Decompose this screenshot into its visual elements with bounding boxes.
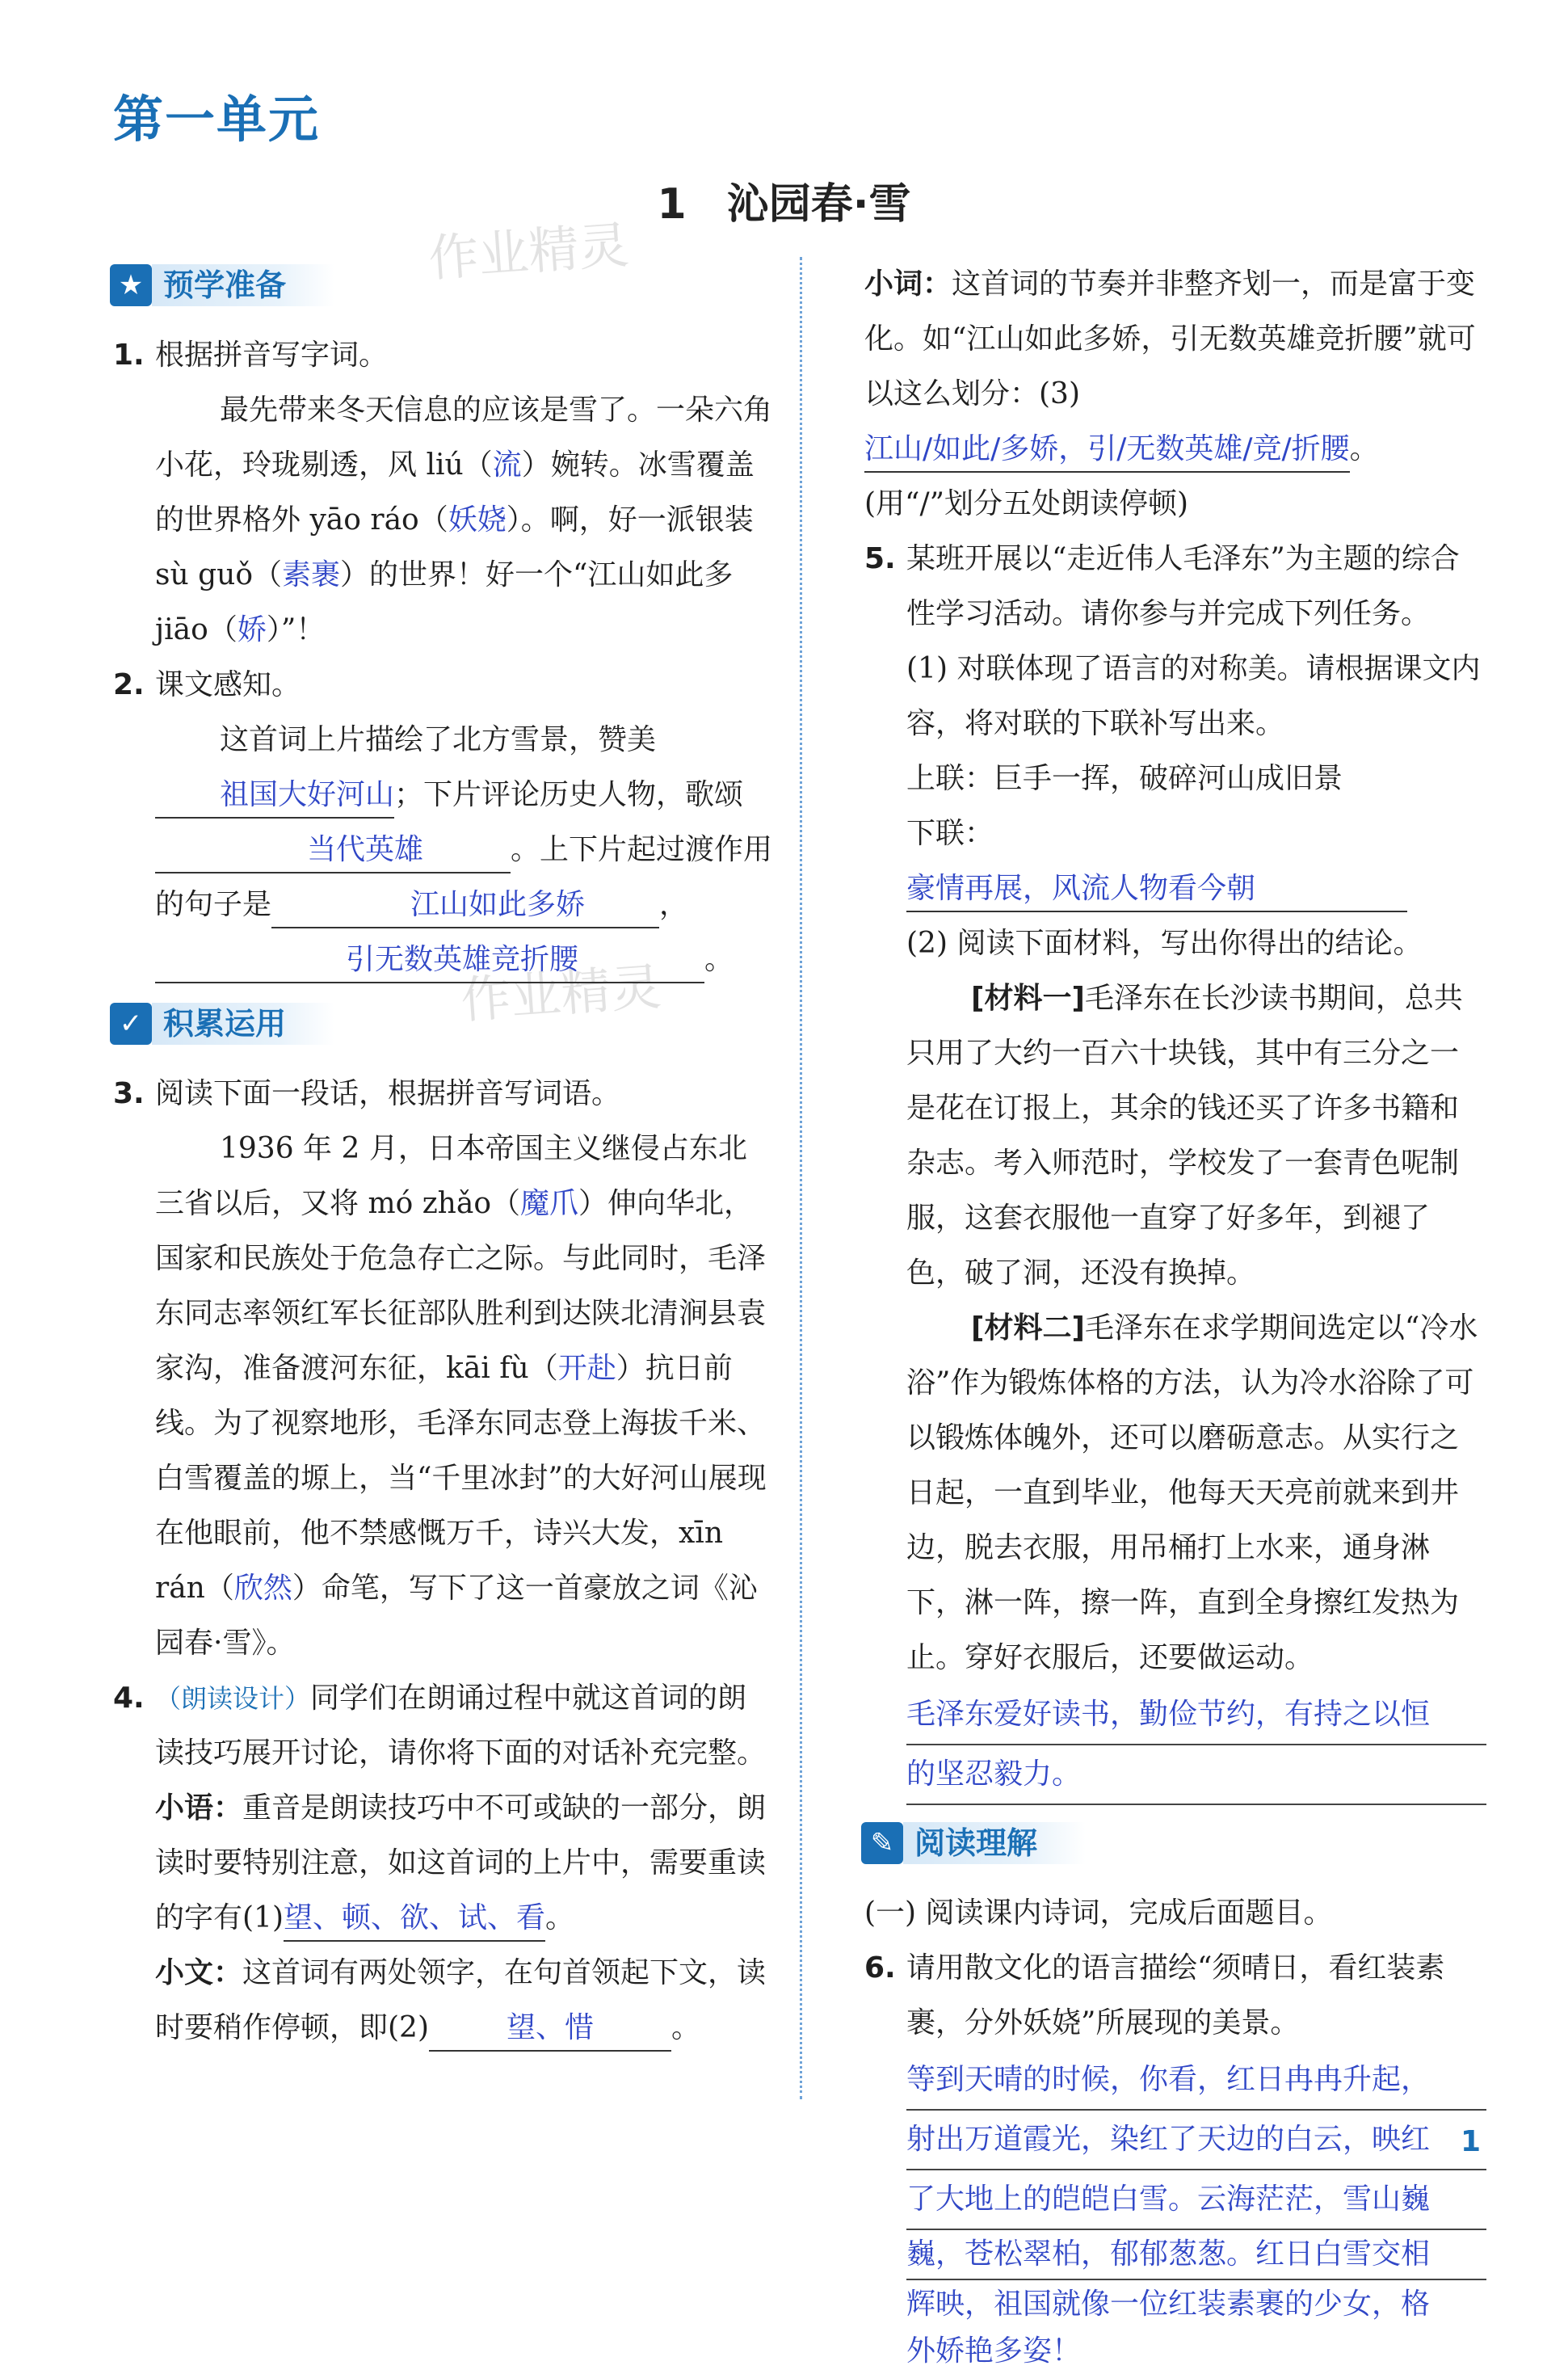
text: 1936 年 2 月，日本帝国主义继侵占东北三省以后，又将 mó zhǎo（ — [155, 1132, 747, 1220]
answer: 娇 — [237, 613, 267, 646]
subquestion: (2) 阅读下面材料，写出你得出的结论。 — [906, 927, 1423, 960]
text: ）抗日前线。为了视察地形，毛泽东同志登上海拔千米、白雪覆盖的塬上，当“千里冰封”的大好河山展现在他眼前，他不禁感慨万千，诗兴大发，xīn rán（ — [155, 1352, 767, 1605]
question-3 — [113, 1067, 776, 1671]
question-2 — [113, 658, 776, 987]
section-label: 积累运用 — [152, 1003, 334, 1045]
section-label: 阅读理解 — [903, 1822, 1086, 1864]
text: 最先带来冬天信息的应该是雪了。一朵六角小花，玲珑剔透，风 liú（ — [155, 394, 773, 482]
question-number: 2. — [113, 668, 145, 701]
couplet-lower — [906, 806, 1486, 916]
answer-line: 巍，苍松翠柏，郁郁葱葱。红日白雪交相 — [906, 2230, 1486, 2280]
text: 这首词的节奏并非整齐划一，而是富于变化。如“江山如此多娇，引无数英雄竞折腰”就可以这么划分：(3) — [864, 267, 1476, 410]
question-number: 6. — [864, 1951, 896, 1985]
label: [材料二] — [971, 1311, 1085, 1345]
dialogue-line — [864, 257, 1486, 532]
label: 下联： — [906, 817, 994, 850]
watermark: 作业精灵 — [427, 215, 631, 288]
couplet-upper — [906, 751, 1486, 806]
unit-title: 第一单元 — [113, 90, 321, 149]
section-header-reading — [861, 1818, 1486, 1868]
answer-blank: 望、顿、欲、试、看 — [284, 1896, 545, 1942]
dialogue-line — [155, 1781, 776, 1946]
section-label: 预学准备 — [152, 264, 334, 306]
question-prompt: 阅读下面一段话，根据拼音写词语。 — [155, 1077, 621, 1110]
text: ；下片评论历史人物，歌颂 — [394, 778, 744, 811]
star-icon: ★ — [110, 264, 152, 306]
question-4 — [113, 1671, 776, 2056]
lesson-name: 沁园春·雪 — [726, 180, 911, 229]
answer-line: 等到天晴的时候，你看，红日冉冉升起， — [906, 2051, 1486, 2111]
checkmark-icon: ✓ — [110, 1003, 152, 1045]
answer: 素裹 — [282, 558, 341, 591]
pencil-icon: ✎ — [861, 1822, 903, 1864]
question-prompt: 课文感知。 — [155, 668, 301, 701]
answer: 魔爪 — [520, 1187, 579, 1220]
lesson-number: 1 — [657, 180, 687, 229]
label: 上联： — [906, 762, 994, 795]
text: 。(用“/”划分五处朗读停顿) — [864, 432, 1379, 520]
question-number: 1. — [113, 339, 145, 372]
text: 毛泽东在求学期间选定以“冷水浴”作为锻炼体格的方法，认为冷水浴除了可以锻炼体魄外，还可以磨砺意志。从实行之日起，一直到毕业，他每天天亮前就来到井边，脱去衣服，用吊桶打上水来，通身淋下，淋一阵，擦一阵，直到全身擦红发热为止。穿好衣服后，还要做运动。 — [906, 1311, 1478, 1674]
subquestion: (1) 对联体现了语言的对称美。请根据课文内容，将对联的下联补写出来。 — [906, 652, 1481, 740]
text: 重音是朗读技巧中不可或缺的一部分，朗读时要特别注意，如这首词的上片中，需要重读的字有(1) — [155, 1791, 767, 1934]
text: 。 — [704, 943, 734, 976]
text: 这首词上片描绘了北方雪景，赞美 — [220, 723, 657, 756]
answer-line: 的坚忍毅力。 — [906, 1745, 1486, 1805]
question-body — [155, 383, 776, 658]
question-1 — [113, 328, 776, 658]
text: ）伸向华北，国家和民族处于危急存亡之际。与此同时，毛泽东同志率领红军长征部队胜利到达陕北清涧县袁家沟，准备渡河东征，kāi fù（ — [155, 1187, 767, 1385]
answer-blank: 祖国大好河山 — [155, 773, 394, 819]
answer: 流 — [492, 448, 522, 482]
question-tag: （朗读设计） — [155, 1683, 311, 1714]
text: 毛泽东在长沙读书期间，总共只用了大约一百六十块钱，其中有三分之一是花在订报上，其余的钱还买了许多书籍和杂志。考入师范时，学校发了一套青色呢制服，这套衣服他一直穿了好多年，到褪了色，破了洞，还没有换掉。 — [906, 982, 1463, 1290]
text: ）”！ — [266, 613, 326, 646]
section-header-accumulate — [110, 999, 776, 1049]
answer-blank: 江山如此多娇 — [271, 883, 659, 928]
answer-line: 毛泽东爱好读书，勤俭节约，有持之以恒 — [906, 1686, 1486, 1745]
lesson-title — [0, 170, 1568, 230]
answer-line: 射出万道霞光，染红了天边的白云，映红 — [906, 2111, 1486, 2170]
text: ）婉转。冰雪覆盖的世界格外 yāo ráo（ — [155, 448, 755, 537]
page-number: 1 — [1461, 2125, 1482, 2158]
answer-blank: 豪情再展，风流人物看今朝 — [906, 867, 1407, 912]
answer-line: 了大地上的皑皑白雪。云海茫茫，雪山巍 — [906, 2170, 1486, 2230]
question-number: 5. — [864, 542, 896, 575]
answer-line: 辉映，祖国就像一位红装素裹的少女，格 — [906, 2288, 1431, 2321]
dialogue-line — [155, 1946, 776, 2056]
text: ）。啊，好一派银装 sù guǒ（ — [155, 503, 754, 591]
answer: 开赴 — [557, 1352, 616, 1385]
question-prompt: 某班开展以“走近伟人毛泽东”为主题的综合性学习活动。请你参与并完成下列任务。 — [906, 542, 1460, 630]
question-number: 3. — [113, 1077, 145, 1110]
answer-blank: 江山/如此/多娇，引/无数英雄/竞/折腰 — [864, 427, 1350, 473]
material-2 — [906, 1301, 1486, 1686]
speaker: 小语： — [155, 1791, 243, 1825]
reading-intro: (一) 阅读课内诗词，完成后面题目。 — [864, 1896, 1333, 1930]
text: 。 — [671, 2011, 701, 2044]
column-divider — [800, 257, 802, 2099]
text: 。 — [545, 1901, 575, 1934]
answer-blank: 当代英雄 — [155, 828, 511, 873]
question-prompt: 请用散文化的语言描绘“须晴日，看红装素裹，分外妖娆”所展现的美景。 — [906, 1951, 1445, 2039]
text: 巨手一挥，破碎河山成旧景 — [994, 762, 1343, 795]
label: [材料一] — [971, 982, 1085, 1015]
question-number: 4. — [113, 1682, 145, 1715]
speaker: 小词： — [864, 267, 952, 301]
question-prompt — [155, 1671, 776, 1781]
question-body — [155, 1122, 776, 1671]
answer: 欣然 — [233, 1572, 292, 1605]
question-6 — [864, 1941, 1486, 2374]
text: ， — [659, 888, 689, 921]
material-1 — [906, 971, 1486, 1301]
answer-blank: 引无数英雄竞折腰 — [155, 938, 704, 983]
text: 同学们在朗诵过程中就这首词的朗读技巧展开讨论，请你将下面的对话补充完整。 — [155, 1682, 767, 1770]
section-header-prep — [110, 260, 776, 310]
text: 。上下片起过渡作用的句子是 — [155, 833, 773, 921]
answer-blank: 望、惜 — [429, 2006, 671, 2052]
speaker: 小文： — [155, 1956, 243, 1989]
left-column — [113, 257, 776, 2056]
question-5 — [864, 532, 1486, 1805]
text: ）的世界！好一个“江山如此多 jiāo（ — [155, 558, 734, 646]
answer-line: 外娇艳多姿！ — [906, 2334, 1082, 2368]
watermark: 作业精灵 — [459, 957, 663, 1030]
text: 这首词有两处领字，在句首领起下文，读时要稍作停顿，即(2) — [155, 1956, 767, 2044]
right-column — [864, 257, 1486, 2374]
question-prompt: 根据拼音写字词。 — [155, 339, 389, 372]
answer: 妖娆 — [448, 503, 507, 537]
text: ）命笔，写下了这一首豪放之词《沁园春·雪》。 — [155, 1572, 758, 1660]
question-body — [155, 713, 776, 987]
